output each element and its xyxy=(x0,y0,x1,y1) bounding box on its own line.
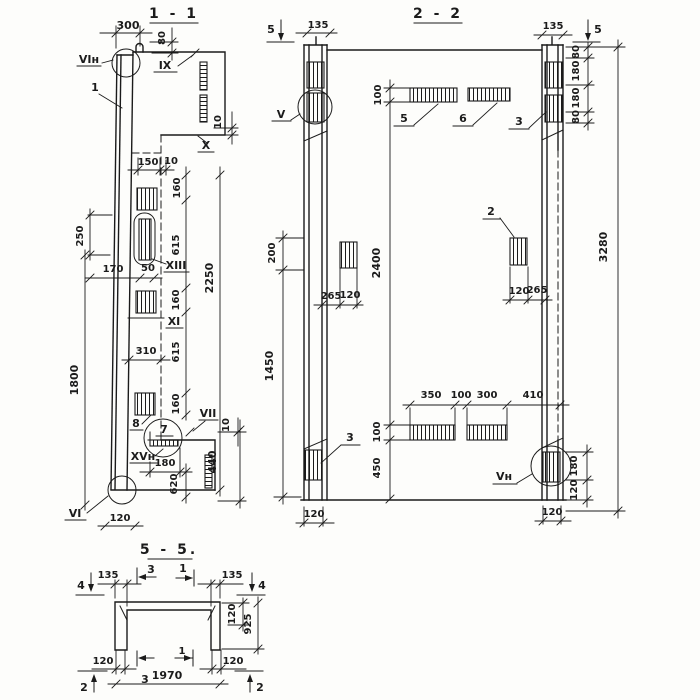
svg-text:3280: 3280 xyxy=(597,231,610,263)
svg-text:7: 7 xyxy=(160,423,168,436)
label-7 xyxy=(156,423,173,436)
svg-text:80: 80 xyxy=(571,45,582,59)
svg-text:VII: VII xyxy=(199,407,217,420)
section-5-5 xyxy=(76,542,266,694)
section-2-2 xyxy=(263,6,625,527)
section-1-1-title: 1 - 1 xyxy=(148,6,200,22)
svg-text:5: 5 xyxy=(594,23,602,36)
label-v xyxy=(272,108,300,121)
dim-chain-bottom xyxy=(403,390,569,424)
svg-text:250: 250 xyxy=(75,225,86,247)
svg-text:615: 615 xyxy=(171,234,182,256)
svg-text:150: 150 xyxy=(137,157,159,168)
svg-text:2400: 2400 xyxy=(370,247,383,279)
svg-text:615: 615 xyxy=(171,341,182,363)
dim-250 xyxy=(75,209,112,260)
label-8 xyxy=(130,415,151,430)
embed-plate xyxy=(137,188,157,210)
svg-text:6: 6 xyxy=(459,112,467,125)
embed-plate xyxy=(139,219,151,260)
svg-text:120: 120 xyxy=(227,603,238,625)
svg-text:350: 350 xyxy=(420,390,442,401)
rebar-marker-3-top xyxy=(137,563,156,584)
svg-text:170: 170 xyxy=(102,264,124,275)
dim-120-bottom-right-col xyxy=(535,506,571,525)
edge-plate xyxy=(200,95,207,122)
dim-135-left xyxy=(98,570,141,606)
svg-text:620: 620 xyxy=(169,473,180,495)
svg-text:3: 3 xyxy=(141,673,149,686)
svg-text:120: 120 xyxy=(339,290,361,301)
label-1 xyxy=(91,81,122,108)
svg-text:120: 120 xyxy=(508,286,530,297)
dim-1970 xyxy=(108,669,228,688)
svg-text:2: 2 xyxy=(256,681,264,694)
svg-text:5: 5 xyxy=(267,23,275,36)
svg-text:Vн: Vн xyxy=(495,470,513,483)
column-embed xyxy=(307,62,324,88)
dim-120-bottom-left-col xyxy=(296,507,334,527)
svg-text:3: 3 xyxy=(147,563,155,576)
svg-text:3: 3 xyxy=(346,431,354,444)
svg-text:VI: VI xyxy=(68,507,82,520)
dim-135-right xyxy=(198,570,243,606)
svg-text:4: 4 xyxy=(258,579,266,592)
column-embed xyxy=(307,93,324,122)
cut-marker-5-right xyxy=(573,20,602,42)
svg-text:IX: IX xyxy=(158,59,172,72)
label-vn xyxy=(493,470,532,484)
cut-marker-5-left xyxy=(267,20,294,42)
label-xiii xyxy=(152,259,189,272)
svg-text:300: 300 xyxy=(116,19,140,32)
embed-plate xyxy=(135,393,155,415)
channel-outline xyxy=(115,602,220,650)
dim-135-left xyxy=(296,20,337,37)
dim-300 xyxy=(100,19,152,48)
label-vin xyxy=(77,53,113,66)
dim-120-bottom xyxy=(98,513,143,530)
embed-bar-5 xyxy=(410,88,457,102)
dim-120-bottom-right xyxy=(200,650,246,674)
dim-180-120-bottom-right xyxy=(566,445,593,507)
column-embed xyxy=(543,452,560,482)
svg-text:135: 135 xyxy=(307,20,329,31)
svg-text:80: 80 xyxy=(157,31,168,45)
dim-170-50 xyxy=(85,263,162,282)
svg-text:135: 135 xyxy=(97,570,119,581)
svg-text:80: 80 xyxy=(571,110,582,124)
embed-bar-6 xyxy=(468,88,510,101)
svg-text:180: 180 xyxy=(154,458,176,469)
edge-plate xyxy=(200,62,207,90)
svg-text:135: 135 xyxy=(221,570,243,581)
svg-text:50: 50 xyxy=(141,263,155,274)
cut-marker-2-left xyxy=(78,671,107,694)
svg-text:XVн: XVн xyxy=(130,450,156,463)
embed-plate xyxy=(136,291,156,313)
svg-text:2250: 2250 xyxy=(203,262,216,294)
svg-text:180: 180 xyxy=(571,87,582,109)
dim-135-right xyxy=(534,21,572,39)
dim-440 xyxy=(206,420,246,508)
label-vi xyxy=(65,496,108,520)
dim-chain-center xyxy=(370,80,410,503)
section-1-1 xyxy=(65,6,246,530)
svg-text:100: 100 xyxy=(450,390,472,401)
dim-2250 xyxy=(203,167,224,496)
dim-80 xyxy=(150,28,178,60)
label-x xyxy=(198,136,214,152)
svg-text:XIII: XIII xyxy=(165,259,187,272)
section-2-2-title: 2 - 2 xyxy=(412,6,464,22)
svg-text:135: 135 xyxy=(542,21,564,32)
svg-text:100: 100 xyxy=(373,84,384,106)
svg-text:160: 160 xyxy=(172,177,183,199)
svg-text:410: 410 xyxy=(522,390,544,401)
svg-text:10: 10 xyxy=(221,418,232,432)
svg-text:2: 2 xyxy=(487,205,495,218)
label-3-top xyxy=(509,112,546,129)
rebar-marker-1-bottom xyxy=(175,646,193,666)
dim-chain-inner xyxy=(171,167,190,420)
rebar-marker-1-top xyxy=(176,562,194,586)
svg-text:120: 120 xyxy=(222,656,244,667)
svg-text:10: 10 xyxy=(213,115,224,129)
column-embed xyxy=(305,450,322,480)
svg-text:160: 160 xyxy=(171,289,182,311)
dim-200-1450 xyxy=(263,231,304,504)
dim-120-265-right xyxy=(503,267,552,304)
svg-text:1450: 1450 xyxy=(263,350,276,382)
embed-bar xyxy=(410,425,455,440)
svg-text:180: 180 xyxy=(571,60,582,82)
svg-text:265: 265 xyxy=(320,291,342,302)
svg-text:2: 2 xyxy=(80,681,88,694)
svg-text:5: 5 xyxy=(400,112,408,125)
dim-chain-right-top xyxy=(566,42,594,130)
svg-text:1: 1 xyxy=(179,562,187,575)
column-embed xyxy=(545,62,562,88)
svg-text:4: 4 xyxy=(77,579,85,592)
svg-text:180: 180 xyxy=(569,455,580,477)
label-5 xyxy=(394,104,438,126)
svg-text:10: 10 xyxy=(164,156,178,167)
svg-text:440: 440 xyxy=(206,450,219,474)
svg-text:120: 120 xyxy=(92,656,114,667)
embed-block-2 xyxy=(510,238,527,265)
column-embed xyxy=(545,95,562,122)
svg-text:925: 925 xyxy=(243,613,254,635)
label-6 xyxy=(453,103,497,126)
svg-text:265: 265 xyxy=(526,285,548,296)
svg-text:XI: XI xyxy=(167,315,181,328)
dim-1800 xyxy=(68,250,89,510)
svg-text:V: V xyxy=(276,108,286,121)
svg-text:1970: 1970 xyxy=(151,669,183,682)
label-vii xyxy=(186,407,218,436)
corner-marks xyxy=(120,606,215,620)
corbel-plate xyxy=(150,440,178,446)
svg-text:120: 120 xyxy=(303,509,325,520)
embed-block xyxy=(340,242,357,268)
svg-text:3: 3 xyxy=(515,115,523,128)
svg-text:1800: 1800 xyxy=(68,364,81,396)
dim-120-bottom-left xyxy=(92,650,136,674)
svg-text:310: 310 xyxy=(135,346,157,357)
svg-text:8: 8 xyxy=(132,417,140,430)
svg-text:120: 120 xyxy=(569,479,580,501)
svg-text:X: X xyxy=(201,139,211,152)
section-5-5-title: 5 - 5. xyxy=(139,542,199,558)
svg-text:VIн: VIн xyxy=(78,53,100,66)
svg-text:120: 120 xyxy=(109,513,131,524)
svg-text:120: 120 xyxy=(541,507,563,518)
dim-620 xyxy=(169,464,190,503)
svg-text:1: 1 xyxy=(178,646,186,657)
svg-text:450: 450 xyxy=(372,457,383,479)
dim-10-vii xyxy=(218,418,246,446)
svg-text:160: 160 xyxy=(171,393,182,415)
svg-text:300: 300 xyxy=(476,390,498,401)
embed-bar xyxy=(467,425,507,440)
label-xi xyxy=(128,315,183,328)
svg-text:200: 200 xyxy=(267,242,278,264)
svg-text:1: 1 xyxy=(91,81,99,94)
svg-text:100: 100 xyxy=(372,421,383,443)
cut-marker-2-right xyxy=(235,671,264,694)
label-2 xyxy=(483,205,514,237)
dim-150-10 xyxy=(128,156,178,175)
